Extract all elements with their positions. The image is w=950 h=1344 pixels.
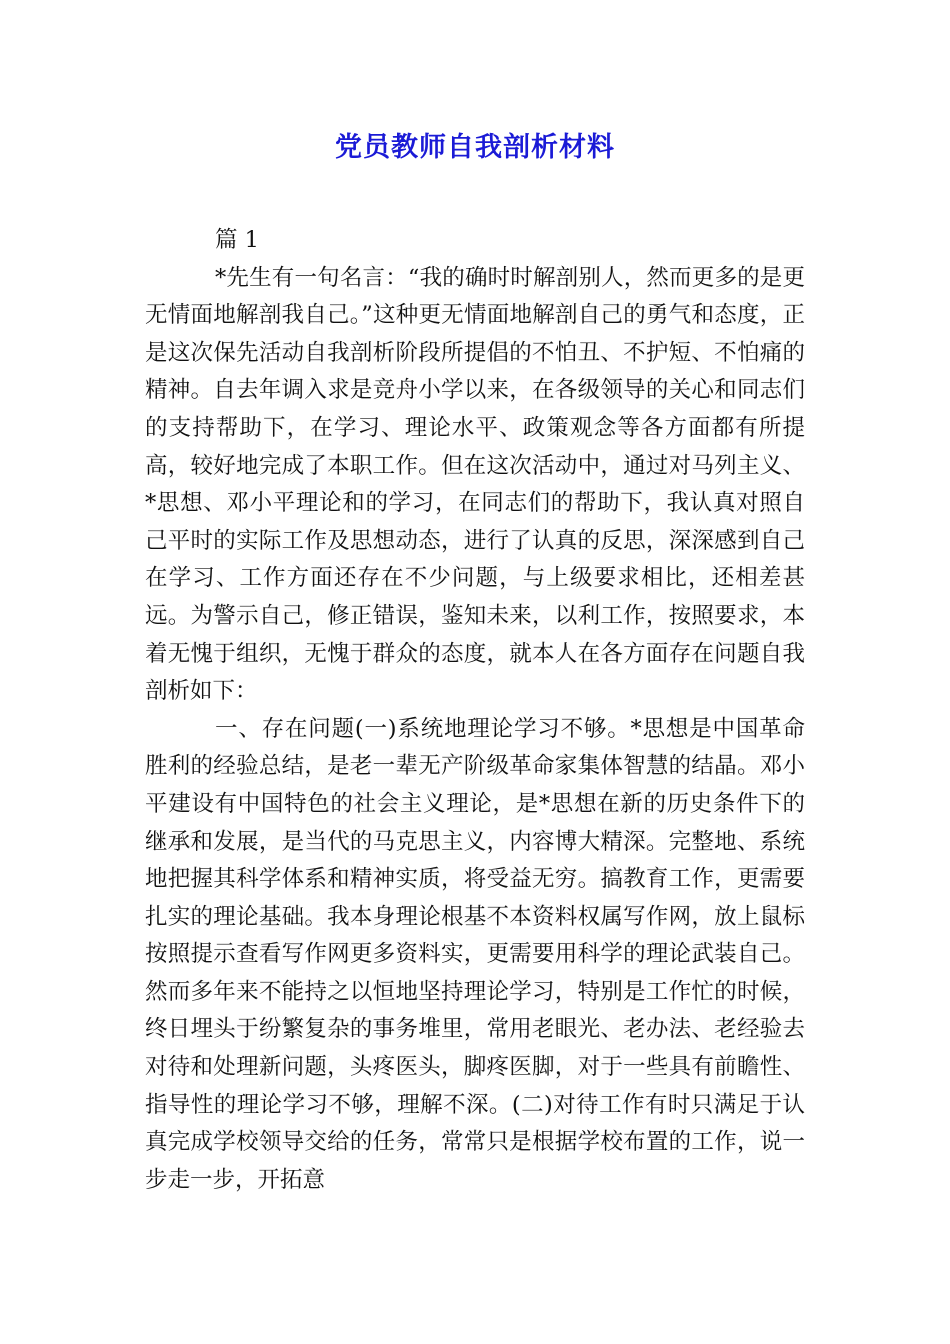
paragraph-intro: *先生有一句名言：“我的确时时解剖别人，然而更多的是更无情面地解剖我自己。”这种更无情面地解剖自己的勇气和态度，正是这次保先活动自我剖析阶段所提倡的不怕丑、不护短、不怕痛的精神。自去年调入求是竞舟小学以来，在各级领导的关心和同志们的支持帮助下，在学习、理论水平、政策观念等各方面都有所提高，较好地完成了本职工作。但在这次活动中，通过对马列主义、*思想、邓小平理论和的学习，在同志们的帮助下，我认真对照自己平时的实际工作及思想动态，进行了认真的反思，深深感到自己在学习、工作方面还存在不少问题，与上级要求相比，还相差甚远。为警示自己，修正错误，鉴知未来，以利工作，按照要求，本着无愧于组织，无愧于群众的态度，就本人在各方面存在问题自我剖析如下： [145, 264, 805, 705]
document-body [145, 222, 805, 1199]
document-title: 党员教师自我剖析材料 [335, 132, 615, 163]
section-label: 篇 1 [215, 227, 259, 253]
paragraph-problems: 一、存在问题(一)系统地理论学习不够。*思想是中国革命胜利的经验总结，是老一辈无产阶级革命家集体智慧的结晶。邓小平建设有中国特色的社会主义理论，是*思想在新的历史条件下的继承和发展，是当代的马克思主义，内容博大精深。完整地、系统地把握其科学体系和精神实质，将受益无穷。搞教育工作，更需要扎实的理论基础。我本身理论根基不本资料权属写作网，放上鼠标按照提示查看写作网更多资料实，更需要用科学的理论武装自己。然而多年来不能持之以恒地坚持理论学习，特别是工作忙的时候，终日埋头于纷繁复杂的事务堆里，常用老眼光、老办法、老经验去对待和处理新问题，头疼医头，脚疼医脚，对于一些具有前瞻性、指导性的理论学习不够，理解不深。(二)对待工作有时只满足于认真完成学校领导交给的任务，常常只是根据学校布置的工作，说一步走一步，开拓意 [145, 715, 805, 1193]
